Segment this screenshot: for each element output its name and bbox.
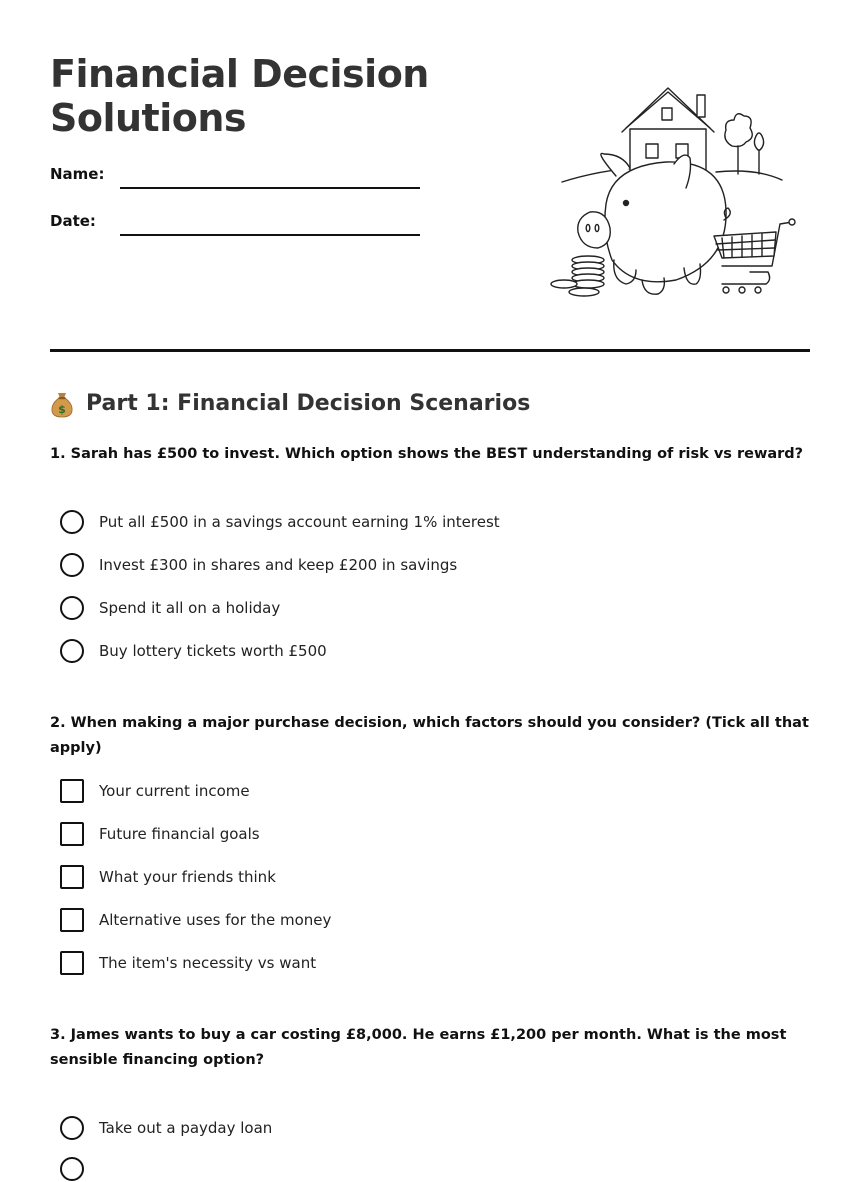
- q2-option-2[interactable]: [60, 821, 260, 847]
- question-3: 3. James wants to buy a car costing £8,000. He earns £1,200 per month. What is the most sensible financing option?: [50, 1027, 787, 1068]
- title-line-1: Financial Decision: [50, 52, 429, 96]
- name-field[interactable]: [120, 187, 420, 189]
- checkbox[interactable]: [60, 951, 84, 975]
- header-divider: [50, 349, 810, 352]
- option-label: Take out a payday loan: [99, 1119, 273, 1137]
- q3-option-1[interactable]: [60, 1115, 272, 1141]
- option-label: Alternative uses for the money: [99, 911, 332, 929]
- checkbox[interactable]: [60, 908, 84, 932]
- q2-option-3[interactable]: [60, 864, 276, 890]
- q2-option-4[interactable]: [60, 907, 331, 933]
- checkbox[interactable]: [60, 865, 84, 889]
- option-label: Your current income: [99, 782, 250, 800]
- q2-option-1[interactable]: [60, 778, 250, 804]
- section-title-part-1: [50, 388, 530, 420]
- radio-button[interactable]: [60, 553, 84, 577]
- question-1: 1. Sarah has £500 to invest. Which option shows the BEST understanding of risk vs reward?: [50, 446, 804, 462]
- section-title-text: Part 1: Financial Decision Scenarios: [86, 391, 531, 416]
- q2-option-5[interactable]: [60, 950, 316, 976]
- option-label: Invest £300 in shares and keep £200 in savings: [99, 556, 458, 574]
- name-label: Name:: [50, 165, 105, 183]
- option-label: Spend it all on a holiday: [99, 599, 281, 617]
- radio-button[interactable]: [60, 639, 84, 663]
- q1-option-1[interactable]: [60, 509, 500, 535]
- option-label: Put all £500 in a savings account earning 1% interest: [99, 513, 500, 531]
- money-bag-icon: [50, 390, 74, 418]
- title-line-2: Solutions: [50, 96, 247, 140]
- question-2: 2. When making a major purchase decision, which factors should you consider? (Tick all that apply): [50, 715, 809, 756]
- option-label: The item's necessity vs want: [99, 954, 317, 972]
- svg-text:$: $: [58, 403, 66, 416]
- date-field[interactable]: [120, 234, 420, 236]
- checkbox[interactable]: [60, 779, 84, 803]
- piggy-bank-illustration: [546, 84, 798, 304]
- option-label: Future financial goals: [99, 825, 260, 843]
- q3-option-2-partial[interactable]: [60, 1156, 99, 1182]
- radio-button[interactable]: [60, 1116, 84, 1140]
- q1-option-2[interactable]: [60, 552, 457, 578]
- option-label: Buy lottery tickets worth £500: [99, 642, 327, 660]
- radio-button[interactable]: [60, 596, 84, 620]
- date-label: Date:: [50, 212, 96, 230]
- page-title: [50, 52, 429, 140]
- radio-button[interactable]: [60, 510, 84, 534]
- checkbox[interactable]: [60, 822, 84, 846]
- q1-option-4[interactable]: [60, 638, 327, 664]
- option-label: What your friends think: [99, 868, 276, 886]
- q1-option-3[interactable]: [60, 595, 280, 621]
